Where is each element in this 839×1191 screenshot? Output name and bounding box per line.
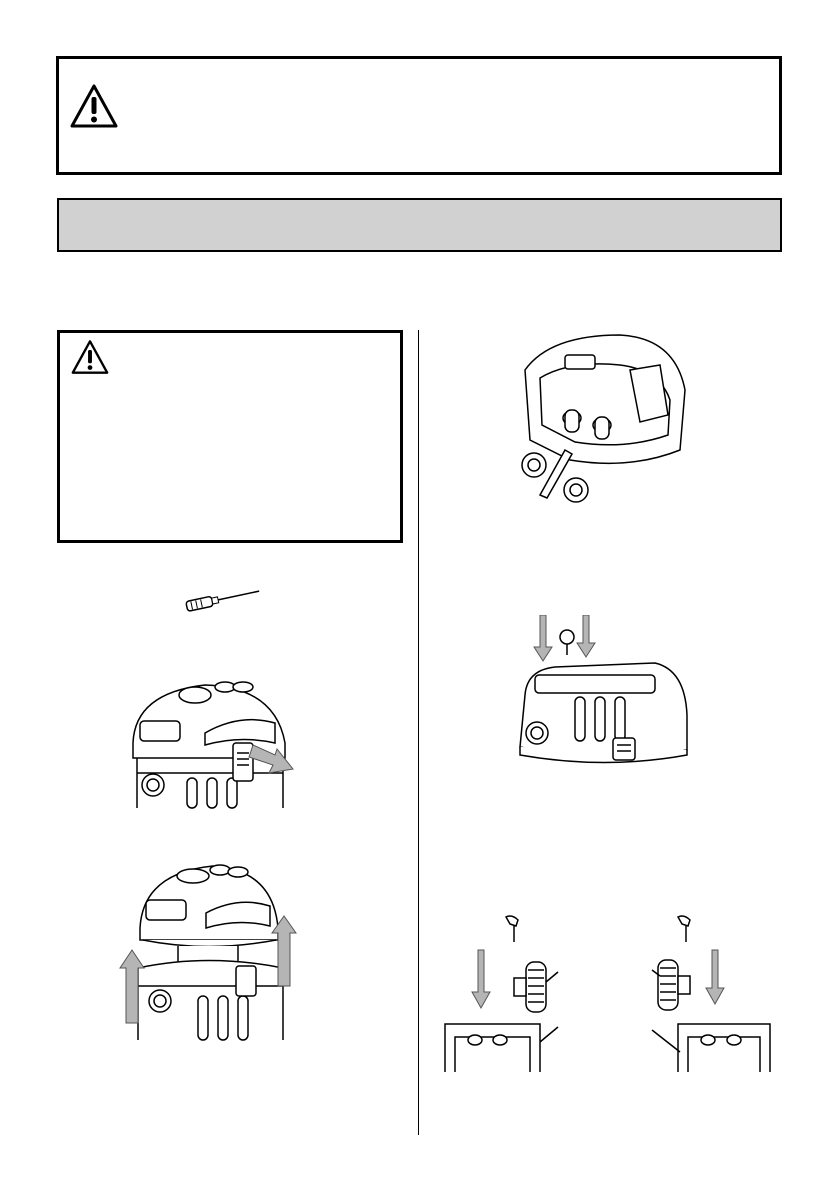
warning-triangle-icon <box>70 339 110 375</box>
insert-caster-figure <box>515 615 695 775</box>
caution-box <box>57 330 403 543</box>
column-divider <box>418 330 419 1135</box>
warning-box <box>56 56 782 175</box>
screwdriver-icon <box>180 585 265 613</box>
head-cage-parts-figure <box>510 330 690 510</box>
caster-left-figure <box>440 912 560 1077</box>
unlatch-lid-figure <box>125 673 295 813</box>
section-banner <box>57 198 782 252</box>
warning-triangle-icon <box>69 83 119 129</box>
lift-motor-head-figure <box>118 858 298 1043</box>
caster-right-figure <box>650 912 780 1077</box>
